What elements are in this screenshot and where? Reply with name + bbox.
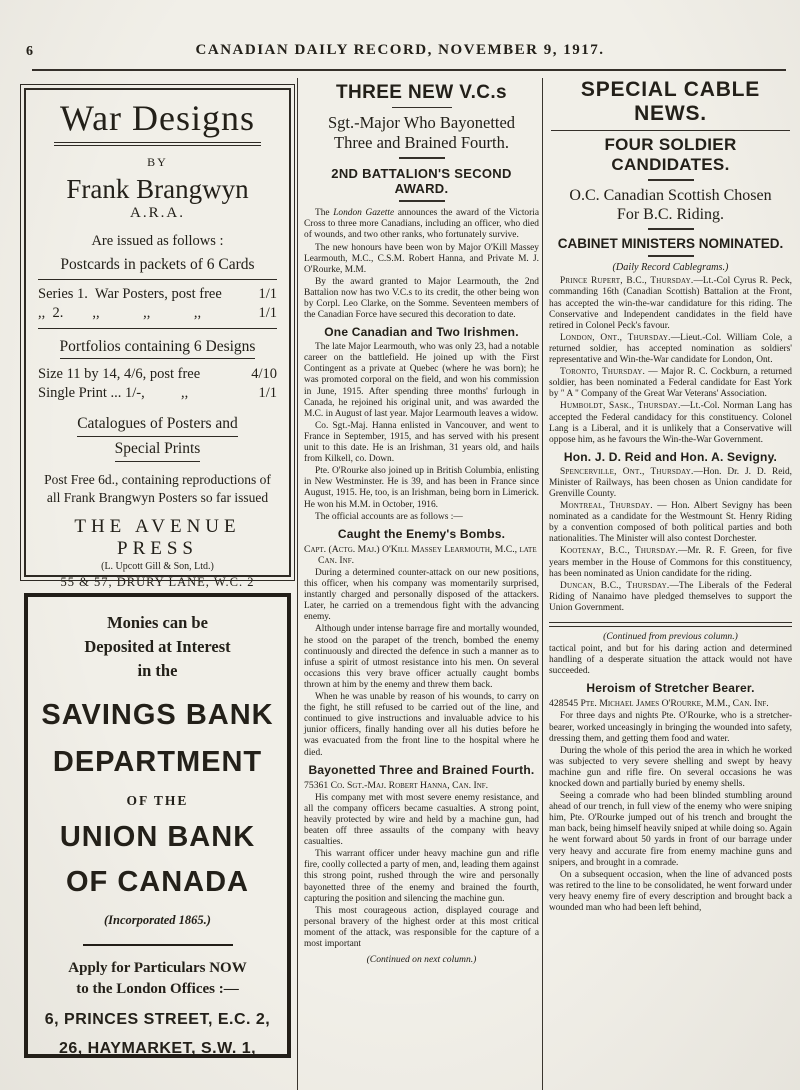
bank-line-department: DEPARTMENT: [52, 745, 263, 778]
cable-paragraph: [549, 367, 792, 400]
paragraph: This warrant officer under heavy machine gun and rifle fire, coolly collected a party of men, and, leading them against this strong point, rushed through the wire and personally bayonetted three of the enemy and brained the fourth, capturing the position and silencing the machine gun.: [304, 849, 539, 904]
ad-series-row: [36, 304, 279, 323]
bank-address-1: 6, PRINCES STREET, E.C. 2,: [44, 1010, 271, 1028]
deck-line2: For B.C. Riding.: [616, 206, 725, 224]
bank-of-the: OF THE: [126, 792, 189, 808]
lead-italic: London Gazette: [333, 208, 395, 219]
continued-from-note: (Continued from previous column.): [603, 631, 738, 642]
ad-size-row: [36, 365, 279, 384]
page-number: 6: [26, 44, 33, 59]
paragraph: When he was unable by reason of his wounds, to carry on the fight, he still refused to be carried out of the line, and continued to give instructions and invaluable advice to his junior officers, finally handing over all his duties before he was evacuated from the front line to the hospital where he died.: [304, 692, 539, 758]
article-deck: [304, 113, 539, 153]
ad-title: War Designs: [54, 100, 261, 146]
dateline: Kootenay, B.C., Thursday.: [560, 546, 678, 557]
headline-rule: [551, 130, 790, 131]
column-divider: [297, 78, 298, 1090]
paragraph: By the award granted to Major Learmouth, the 2nd Battalion now has two V.C.s to its credit, the other being won by Corpl. Leo Clarke, on the Somme. Seventeen members of the Canadian Force have secured this decoration to date.: [304, 276, 539, 321]
paragraph: Co. Sgt.-Maj. Hanna enlisted in Vancouver, and went to France in September, 1915, and has served with his present unit to this date. He is an Irishman, 31 years old, and hails from Kilkell, co. Down.: [304, 420, 539, 465]
bank-incorporated: (Incorporated 1865.): [104, 912, 211, 927]
article-body: [304, 208, 539, 965]
ad-single-row: [36, 384, 279, 403]
cable-text: —Lieut.-Col. William Cole, a returned soldier, has accepted nomination as soldiers' representative and Win-the-War candidate for London, Ont.: [549, 332, 792, 366]
crosshead: Caught the Enemy's Bombs.: [337, 526, 506, 541]
ad-press-sub: (L. Upcott Gill & Son, Ltd.): [101, 561, 214, 573]
cable-text: —Hon. Dr. J. D. Reid, Minister of Railways, has been chosen as Union candidate for Grenville County.: [549, 466, 792, 499]
masthead: CANADIAN DAILY RECORD, NOVEMBER 9, 1917.: [195, 42, 605, 58]
cable-paragraph: [549, 581, 792, 614]
paragraph: During a determined counter-attack on our new positions, this officer, when his company was momentarily surprised, instantly charged and personally disposed of the attackers. Later, he carried on a tremendous fight with the advancing enemy.: [304, 568, 539, 623]
continued-note: (Continued on next column.): [366, 954, 477, 966]
apply-line2: to the London Offices :—: [76, 980, 239, 997]
deck-rule: [648, 228, 694, 230]
officer-citation: Capt. (Actg. Maj.) O'Kill Massey Learmouth, M.C., late Can. Inf.: [304, 543, 537, 566]
cable-text: —Lt.-Col. Norman Lang has accepted the Federal candidacy for this constituency. Colonel Lang is a Liberal, and it is unlikely that a Conservative will oppose him, as he favours the Win-the-War Government.: [549, 401, 792, 445]
left-column: [20, 84, 294, 1058]
series-row-left: Series 1. War Posters, post free: [38, 286, 222, 303]
dateline: Prince Rupert, B.C., Thursday.: [560, 276, 694, 287]
dateline: Montreal, Thursday.: [560, 501, 653, 512]
paragraph: The official accounts are as follows :—: [315, 511, 463, 522]
ad-series-row: [36, 285, 279, 304]
dateline: Spencerville, Ont., Thursday.: [560, 466, 694, 477]
article-head2: FOUR SOLDIER CANDIDATES.: [604, 135, 737, 174]
intro-line2: Deposited at Interest: [84, 636, 231, 656]
single-row-left: Single Print ... 1/-, ,,: [38, 384, 189, 401]
ad-postcards-line: Postcards in packets of 6 Cards: [60, 256, 255, 274]
paragraph: Although under intense barrage fire and mortally wounded, he stood on the parapet of the trench, bombed the enemy continuously and directed the defence in such a manner as to infuse a spirit of utmost resistance into his men. On several occasions this very brave officer actually caught bombs thrown at him by the enemy and threw them back.: [304, 624, 539, 690]
ad-portfolios-line: Portfolios containing 6 Designs: [60, 338, 256, 359]
cable-paragraph: [549, 276, 792, 331]
size-row-left: Size 11 by 14, 4/6, post free: [38, 365, 201, 382]
column-divider: [542, 78, 543, 1090]
ad-rule: [38, 279, 277, 280]
ad-issued-line: Are issued as follows :: [91, 233, 224, 250]
ad-postfree: Post Free 6d., containing reproductions of all Frank Brangwyn Posters so far issued: [44, 472, 271, 505]
series-row-left: ,, 2. ,, ,, ,,: [38, 304, 202, 321]
catalogues-line1: Catalogues of Posters and: [77, 412, 238, 437]
officer-citation: 428545 Pte. Michael James O'Rourke, M.M., Can. Inf.: [549, 698, 769, 710]
bank-line-savings: SAVINGS BANK: [41, 698, 274, 731]
ad-author: Frank Brangwyn: [66, 173, 249, 204]
bank-address-2: 26, HAYMARKET, S.W. 1,: [58, 1039, 257, 1057]
dateline: London, Ont., Thursday.: [560, 332, 671, 343]
bank-line-union: UNION BANK: [59, 820, 256, 853]
crosshead: Hon. J. D. Reid and Hon. A. Sevigny.: [563, 449, 778, 464]
head2-rule: [648, 179, 694, 181]
deck-rule: [399, 157, 445, 159]
lead-pre: The: [315, 208, 334, 219]
bank-apply: [36, 958, 279, 1000]
article-headline: THREE NEW V.C.s: [335, 82, 508, 103]
cable-text: —The Liberals of the Federal Riding of Nanaimo have pledged themselves to support the Union Government.: [549, 580, 792, 613]
paragraph: This most courageous action, displayed courage and personal bravery of the highest order at this most critical moment of the attack, was responsible for the capture of a most important: [304, 905, 539, 949]
ad-rule: [38, 328, 277, 329]
intro-line3: in the: [137, 660, 178, 680]
paragraph: The late Major Learmouth, who was only 23, had a notable career on the battlefield. He joined up with the First Contingent as a private at Quebec (where he was born); he was promoted corporal on the field, and won his commission in June, 1915. After spending three months' furlough in Canada, he rejoined his original unit, and was awarded the M.C. in August of last year. Major Learmouth leaves a widow.: [304, 342, 539, 419]
cable-paragraph: [549, 501, 792, 545]
war-designs-ad: [24, 88, 291, 590]
kicker-rule: [399, 200, 445, 202]
size-row-price: 4/10: [251, 365, 277, 382]
paragraph: tactical point, and but for his daring action and determined handling of a desperate situation the attack would not have succeeded.: [549, 644, 792, 677]
cable-text: —Mr. R. F. Green, for five years member in the House of Commons for this constituency, has been nominated as Union candidate for the riding.: [549, 546, 792, 579]
paragraph: His company met with most severe enemy resistance, and all the company officers became casualties. A strong point, heavily protected by wire and held by a machine gun, had beaten off three assaults of the company with heavy casualties.: [304, 792, 539, 848]
paragraph: [304, 208, 539, 241]
ad-press-name: THE AVENUE PRESS: [74, 516, 241, 560]
paragraph: Seeing a comrade who had been blinded stumbling around ahead of our trench, in full view of the enemy who were sniping him, Pte. O'Rourke jumped out of his trench and brought the man back, being himself heavily sniped at while doing so. Again he went forward about 50 yards in front of our barrage under very heavy and accurate fire from enemy machine guns and snipers, and brought in a comrade.: [549, 791, 792, 868]
series-row-price: 1/1: [258, 286, 277, 303]
lead-post: announces the award of the Victoria Cross to three more Canadians, including an officer, who died of wounds, and two other ranks, who fortunately survive.: [304, 208, 540, 241]
crosshead: Heroism of Stretcher Bearer.: [586, 681, 755, 696]
cable-paragraph: [549, 333, 792, 366]
apply-line1: Apply for Particulars NOW: [68, 959, 247, 976]
ad-by-label: BY: [147, 154, 168, 169]
union-bank-ad: [24, 593, 291, 1058]
cable-text: — Hon. Albert Sevigny has been nominated as a candidate for the Westmount St. Henry Riding by a convention composed of both political parties and both nationalities. The Minister will also contest Dorchester.: [549, 501, 792, 545]
masthead-rule: [32, 69, 786, 71]
crosshead: Bayonetted Three and Brained Fourth.: [308, 762, 535, 777]
cable-paragraph: [549, 467, 792, 500]
officer-citation: 75361 Co. Sgt.-Maj. Robert Hanna, Can. Inf.: [304, 779, 489, 791]
catalogues-line2: Special Prints: [115, 437, 201, 462]
cable-text: — Major R. C. Cockburn, a returned soldier, has been nominated a Federal candidate for East York by " A " Company of the Great War Veterans' Association.: [549, 367, 792, 400]
paragraph: Pte. O'Rourke also joined up in British Columbia, enlisting in New Westminster. He is 39, and has been in France since August, 1915. He, too, is an Irishman, being born in Limerick. He won his M.M. in October, 1916.: [304, 466, 539, 510]
article-kicker: 2ND BATTALION'S SECOND AWARD.: [331, 166, 512, 197]
ad-catalogues: [36, 412, 279, 463]
double-rule: [549, 622, 792, 627]
ad-press-address: 55 & 57, DRURY LANE, W.C. 2: [60, 575, 255, 590]
crosshead: One Canadian and Two Irishmen.: [324, 325, 519, 340]
single-row-price: 1/1: [258, 384, 277, 401]
ad-credentials: A.R.A.: [130, 205, 185, 222]
paragraph: The new honours have been won by Major O'Kill Massey Learmouth, M.C., C.S.M. Robert Hanna, and Private M. J. O'Rourke, M.M.: [304, 242, 539, 275]
cable-paragraph: [549, 401, 792, 445]
headline-rule: [392, 107, 452, 108]
dateline: Humboldt, Sask., Thursday.: [560, 401, 681, 412]
middle-column-article: [304, 80, 539, 967]
dateline: Duncan, B.C., Thursday.: [560, 580, 670, 591]
ad-rule: [83, 944, 233, 946]
head3-rule: [648, 255, 694, 257]
cable-text: —Lt.-Col Cyrus R. Peck, commanding 16th (Canadian Scottish) Battalion at the Front, has accepted the win-the-war candidature for this riding. The Conservative and Independent candidates in the field have retired in Colonel Peck's favour.: [549, 276, 792, 331]
cable-paragraph: [549, 546, 792, 579]
right-column-article: [549, 78, 792, 915]
dateline: Toronto, Thursday.: [560, 367, 646, 378]
paragraph: During the whole of this period the area in which he worked was subjected to very severe shelling and swept by heavy machine gun and rifle fire. On several occasions he was knocked down and partially buried by enemy shells.: [549, 745, 792, 789]
article-deck: [549, 186, 792, 224]
deck-line2: Three and Brained Fourth.: [333, 133, 510, 153]
deck-line1: O.C. Canadian Scottish Chosen: [569, 187, 772, 204]
ad-intro: [36, 611, 279, 683]
deck-line1: Sgt.-Major Who Bayonetted: [327, 113, 516, 132]
intro-line1: Monies can be: [107, 613, 208, 632]
cablegram-byline: (Daily Record Cablegrams.): [612, 262, 729, 274]
bank-line-canada: OF CANADA: [66, 865, 249, 898]
series-row-price: 1/1: [258, 304, 277, 321]
article-headline: SPECIAL CABLE NEWS.: [580, 78, 761, 125]
paragraph: For three days and nights Pte. O'Rourke, who is a stretcher-bearer, worked unceasingly in bringing the wounded into safety, dressing them, and getting them food and water.: [549, 711, 792, 744]
paragraph: On a subsequent occasion, when the line of advanced posts was retired to the line to be consolidated, he went forward under very heavy enemy fire of every description and brought back a wounded man who had been left behind,: [549, 869, 792, 914]
article-head3: CABINET MINISTERS NOMINATED.: [557, 236, 784, 252]
